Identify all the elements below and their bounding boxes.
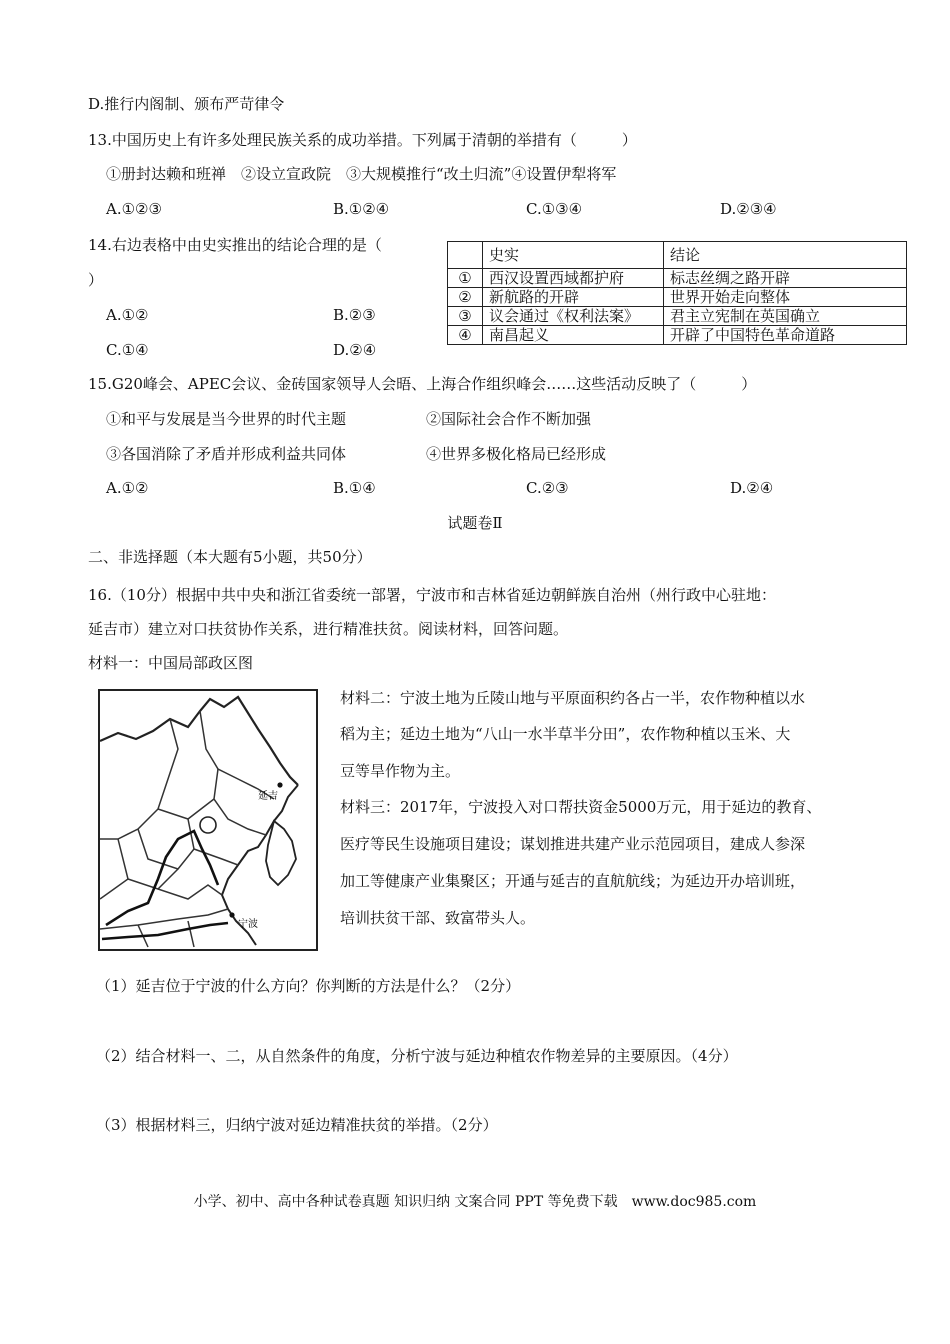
q13-items: ①册封达赖和班禅 ②设立宣政院 ③大规模推行“改土归流”④设置伊犁将军	[106, 165, 617, 183]
table-cell: 新航路的开辟	[483, 288, 664, 307]
q16-subquestion-1: （1）延吉位于宁波的什么方向？你判断的方法是什么？（2分）	[96, 977, 521, 995]
ningbo-label: 宁波	[238, 919, 258, 930]
q13-option-b: B.①②④	[333, 200, 390, 218]
page-footer: 小学、初中、高中各种试卷真题 知识归纳 文案合同 PPT 等免费下载 www.doc985.com	[193, 1194, 757, 1210]
table-row	[448, 269, 907, 288]
q15-item-1: ①和平与发展是当今世界的时代主题	[106, 410, 347, 428]
q15-item-3: ③各国消除了矛盾并形成利益共同体	[106, 445, 347, 463]
q15-item-4: ④世界多极化格局已经形成	[426, 445, 607, 463]
q14-option-a: A.①②	[106, 306, 149, 324]
table-cell: 南昌起义	[483, 326, 664, 345]
q14-option-b: B.②③	[333, 306, 376, 324]
q14-stem-line1: 14.右边表格中由史实推出的结论合理的是（	[88, 236, 382, 254]
paper-section-title: 试题卷Ⅱ	[447, 514, 503, 532]
table-header-cell: 史实	[483, 242, 664, 269]
q15-option-d: D.②④	[730, 479, 774, 497]
q15-option-c: C.②③	[526, 479, 569, 497]
q16-subquestion-3: （3）根据材料三，归纳宁波对延边精准扶贫的举措。（2分）	[96, 1116, 498, 1134]
table-cell: 议会通过《权利法案》	[483, 307, 664, 326]
yanji-marker	[277, 782, 282, 787]
table-header-row	[448, 242, 907, 269]
table-cell: 标志丝绸之路开辟	[664, 269, 907, 288]
q15-option-b: B.①④	[333, 479, 376, 497]
material1-title: 材料一：中国局部政区图	[88, 654, 254, 672]
table-cell: ③	[448, 307, 483, 326]
table-cell: ②	[448, 288, 483, 307]
table-cell: 西汉设置西域都护府	[483, 269, 664, 288]
china-region-map	[98, 689, 318, 951]
q15-option-a: A.①②	[106, 479, 149, 497]
table-cell: ①	[448, 269, 483, 288]
map-frame	[99, 690, 317, 950]
table-cell: 开辟了中国特色革命道路	[664, 326, 907, 345]
table-row	[448, 326, 907, 345]
q14-option-c: C.①④	[106, 341, 149, 359]
q14-stem-line2: ）	[88, 271, 104, 289]
table-header-cell	[448, 242, 483, 269]
q16-intro-line1: 16.（10分）根据中共中央和浙江省委统一部署，宁波市和吉林省延边朝鲜族自治州（州行政中心驻地：	[88, 586, 776, 604]
table-cell: ④	[448, 326, 483, 345]
table-row	[448, 307, 907, 326]
material2-line: 豆等旱作物为主。	[340, 762, 461, 780]
q15-stem: 15.G20峰会、APEC会议、金砖国家领导人会晤、上海合作组织峰会……这些活动反映了（ ）	[88, 375, 757, 393]
q14-history-table	[447, 241, 907, 345]
q13-option-d: D.②③④	[720, 200, 777, 218]
map-graphic	[98, 689, 318, 951]
table-cell: 君主立宪制在英国确立	[664, 307, 907, 326]
material3-line: 材料三：2017年，宁波投入对口帮扶资金5000万元，用于延边的教育、	[340, 798, 822, 816]
q15-item-2: ②国际社会合作不断加强	[426, 410, 592, 428]
material3-line: 培训扶贫干部、致富带头人。	[340, 909, 536, 927]
table-row	[448, 288, 907, 307]
table-header-cell: 结论	[664, 242, 907, 269]
material3-line: 加工等健康产业集聚区；开通与延吉的直航航线；为延边开办培训班，	[340, 872, 806, 890]
table-cell: 世界开始走向整体	[664, 288, 907, 307]
q16-intro-line2: 延吉市）建立对口扶贫协作关系，进行精准扶贫。阅读材料，回答问题。	[88, 620, 569, 638]
yanji-label: 延吉	[258, 791, 278, 802]
q14-option-d: D.②④	[333, 341, 377, 359]
q16-subquestion-2: （2）结合材料一、二，从自然条件的角度，分析宁波与延边种植农作物差异的主要原因。（4分）	[96, 1047, 738, 1065]
section-heading: 二、非选择题（本大题有5小题，共50分）	[88, 548, 372, 566]
ningbo-marker	[229, 912, 234, 917]
q13-option-a: A.①②③	[106, 200, 162, 218]
q13-stem: 13.中国历史上有许多处理民族关系的成功举措。下列属于清朝的举措有（ ）	[88, 131, 637, 149]
material2-line: 材料二：宁波土地为丘陵山地与平原面积约各占一半，农作物种植以水	[340, 689, 806, 707]
q13-option-c: C.①③④	[526, 200, 583, 218]
material3-line: 医疗等民生设施项目建设；谋划推进共建产业示范园项目，建成人参深	[340, 835, 806, 853]
q12-option-d: D.推行内阁制、颁布严苛律令	[88, 95, 285, 113]
material2-line: 稻为主；延边土地为“八山一水半草半分田”，农作物种植以玉米、大	[340, 725, 791, 743]
